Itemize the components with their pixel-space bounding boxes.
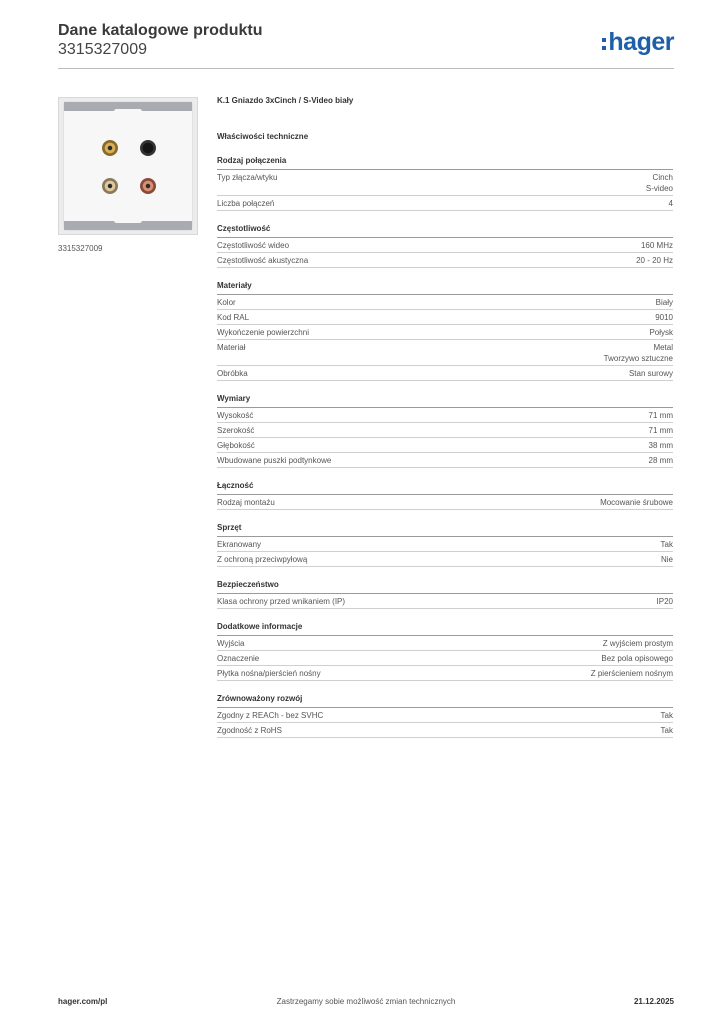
spec-label: Wykończenie powierzchni <box>217 328 309 337</box>
spec-label: Zgodność z RoHS <box>217 726 282 735</box>
spec-label: Wbudowane puszki podtynkowe <box>217 456 332 465</box>
footer-website: hager.com/pl <box>58 997 108 1006</box>
spec-label: Liczba połączeń <box>217 199 275 208</box>
spec-label: Płytka nośna/pierścień nośny <box>217 669 321 678</box>
spec-row <box>217 253 673 268</box>
spec-row <box>217 238 673 253</box>
spec-row <box>217 325 673 340</box>
spec-value <box>655 312 673 323</box>
spec-value-line: Metal <box>653 343 673 352</box>
spec-value-line: Biały <box>655 298 673 307</box>
spec-value-line: Bez pola opisowego <box>601 654 673 663</box>
spec-value <box>649 440 673 451</box>
svideo-socket-icon <box>140 140 156 156</box>
spec-label: Obróbka <box>217 369 248 378</box>
spec-value-line: Cinch <box>652 173 673 182</box>
spec-row <box>217 594 673 609</box>
spec-row <box>217 723 673 738</box>
product-number: 3315327009 <box>58 41 147 58</box>
spec-value <box>629 368 673 379</box>
spec-label: Częstotliwość wideo <box>217 241 290 250</box>
spec-group-title: Dodatkowe informacje <box>217 621 673 636</box>
spec-label: Materiał <box>217 343 246 352</box>
spec-label: Z ochroną przeciwpyłową <box>217 555 308 564</box>
spec-label: Oznaczenie <box>217 654 260 663</box>
spec-row <box>217 310 673 325</box>
footer-date: 21.12.2025 <box>633 997 674 1006</box>
spec-label: Ekranowany <box>217 540 262 549</box>
spec-value-line: Tak <box>660 726 673 735</box>
spec-group <box>217 693 673 738</box>
spec-value <box>649 410 673 421</box>
spec-value-line: 9010 <box>655 313 673 322</box>
spec-value <box>641 240 673 251</box>
socket-plate-image <box>64 102 192 230</box>
page-header <box>58 22 674 68</box>
spec-group <box>217 280 673 381</box>
product-image <box>58 97 198 235</box>
spec-group <box>217 223 673 268</box>
spec-group <box>217 393 673 468</box>
spec-value-line: Tak <box>660 711 673 720</box>
spec-label: Wysokość <box>217 411 254 420</box>
cinch-socket-icon <box>102 140 118 156</box>
spec-label: Częstotliwość akustyczna <box>217 256 309 265</box>
spec-value-line: 71 mm <box>648 426 673 435</box>
spec-row <box>217 552 673 567</box>
spec-label: Typ złącza/wtyku <box>217 173 278 182</box>
spec-label: Głębokość <box>217 441 255 450</box>
spec-group-title: Materiały <box>217 280 673 295</box>
document-title: Dane katalogowe produktu <box>58 22 263 39</box>
spec-value <box>603 638 673 649</box>
logo-dots-icon <box>602 38 606 50</box>
spec-value-line: Tak <box>660 540 673 549</box>
spec-row <box>217 537 673 552</box>
page-footer <box>58 997 674 1009</box>
spec-label: Zgodny z REACh - bez SVHC <box>217 711 324 720</box>
spec-group-title: Sprzęt <box>217 522 673 537</box>
spec-value <box>661 554 673 565</box>
spec-label: Wyjścia <box>217 639 245 648</box>
spec-group-title: Bezpieczeństwo <box>217 579 673 594</box>
spec-value <box>661 725 673 736</box>
spec-row <box>217 366 673 381</box>
spec-label: Szerokość <box>217 426 255 435</box>
spec-group-title: Rodzaj połączenia <box>217 155 673 170</box>
spec-value <box>649 327 673 338</box>
spec-value-line: 160 MHz <box>640 241 673 250</box>
spec-value <box>649 425 673 436</box>
cinch-socket-icon <box>140 178 156 194</box>
logo-text: hager <box>608 28 674 56</box>
spec-row <box>217 651 673 666</box>
spec-group-title: Częstotliwość <box>217 223 673 238</box>
spec-label: Kolor <box>217 298 236 307</box>
spec-group <box>217 155 673 211</box>
section-title: Właściwości techniczne <box>217 132 309 141</box>
spec-value <box>601 653 673 664</box>
spec-value-line: IP20 <box>656 597 673 606</box>
spec-group <box>217 579 673 609</box>
spec-value <box>604 342 673 364</box>
spec-group <box>217 621 673 681</box>
spec-value-line: Tworzywo sztuczne <box>603 354 673 363</box>
spec-value-line: Stan surowy <box>628 369 673 378</box>
spec-content <box>217 95 673 738</box>
hager-logo <box>602 28 674 56</box>
spec-value-line: 20 - 20 Hz <box>636 256 673 265</box>
spec-row <box>217 666 673 681</box>
spec-value <box>649 455 673 466</box>
spec-group <box>217 522 673 567</box>
spec-value-line: Z pierścieniem nośnym <box>590 669 673 678</box>
spec-row <box>217 295 673 310</box>
spec-row <box>217 196 673 211</box>
spec-value-line: 71 mm <box>648 411 673 420</box>
spec-group-title: Zrównoważony rozwój <box>217 693 673 708</box>
spec-value-line: Z wyjściem prostym <box>602 639 673 648</box>
spec-value <box>646 172 673 194</box>
spec-row <box>217 636 673 651</box>
spec-group-title: Łączność <box>217 480 673 495</box>
image-caption: 3315327009 <box>58 244 103 253</box>
spec-value <box>591 668 673 679</box>
cinch-socket-icon <box>102 178 118 194</box>
spec-label: Klasa ochrony przed wnikaniem (IP) <box>217 597 346 606</box>
header-divider <box>58 68 674 69</box>
spec-row <box>217 495 673 510</box>
spec-group-title: Wymiary <box>217 393 673 408</box>
spec-row <box>217 423 673 438</box>
spec-value <box>661 539 673 550</box>
spec-value <box>669 198 673 209</box>
spec-value <box>636 255 673 266</box>
spec-value-line: Połysk <box>649 328 673 337</box>
spec-label: Kod RAL <box>217 313 250 322</box>
spec-row <box>217 438 673 453</box>
spec-row <box>217 453 673 468</box>
spec-group <box>217 480 673 510</box>
spec-value-line: Nie <box>660 555 673 564</box>
spec-value <box>657 596 673 607</box>
spec-row <box>217 708 673 723</box>
spec-value <box>600 497 673 508</box>
spec-value-line: 38 mm <box>648 441 673 450</box>
footer-disclaimer: Zastrzegamy sobie możliwość zmian technicznych <box>276 997 456 1006</box>
product-name: K.1 Gniazdo 3xCinch / S-Video biały <box>217 96 354 105</box>
spec-label: Rodzaj montażu <box>217 498 275 507</box>
spec-value-line: 4 <box>668 199 673 208</box>
spec-row <box>217 170 673 196</box>
spec-value-line: S-video <box>645 184 673 193</box>
spec-value <box>656 297 673 308</box>
spec-groups <box>217 155 673 738</box>
spec-row <box>217 340 673 366</box>
spec-value-line: 28 mm <box>648 456 673 465</box>
spec-value <box>661 710 673 721</box>
spec-value-line: Mocowanie śrubowe <box>600 498 673 507</box>
spec-row <box>217 408 673 423</box>
